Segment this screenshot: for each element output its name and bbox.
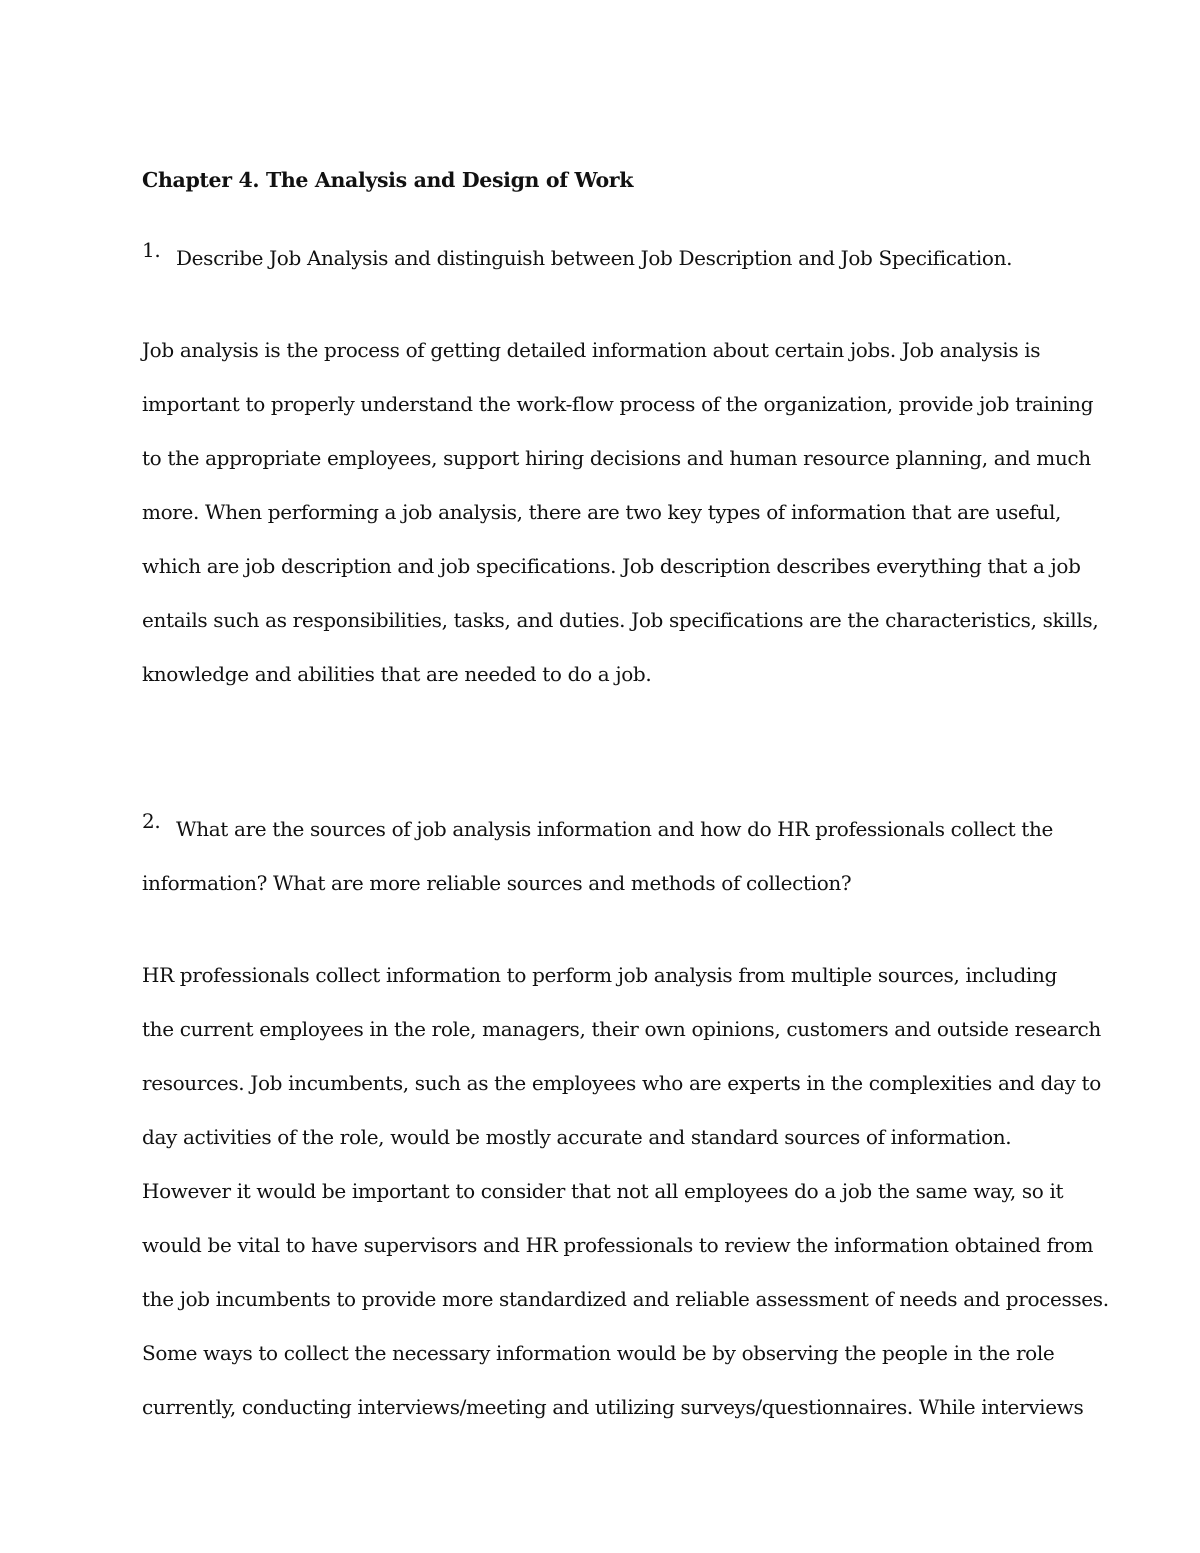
answer-line: Job analysis is the process of getting detailed information about certain jobs. Job analysis is (142, 338, 1041, 362)
question-line: Describe Job Analysis and distinguish between Job Description and Job Specification. (176, 246, 1013, 270)
answer-line: currently, conducting interviews/meeting and utilizing surveys/questionnaires. While interviews (142, 1395, 1084, 1419)
answer-line: day activities of the role, would be mostly accurate and standard sources of information. (142, 1125, 1012, 1149)
question-number: 1. (142, 238, 161, 262)
answer-line: However it would be important to consider that not all employees do a job the same way, so it (142, 1179, 1064, 1203)
answer-2 (142, 955, 1109, 1441)
answer-1 (142, 330, 1099, 708)
answer-line: Some ways to collect the necessary information would be by observing the people in the role (142, 1341, 1055, 1365)
answer-line: HR professionals collect information to perform job analysis from multiple sources, including (142, 963, 1057, 987)
answer-line: the current employees in the role, managers, their own opinions, customers and outside research (142, 1017, 1101, 1041)
question-2 (142, 809, 1062, 863)
answer-line: important to properly understand the work-flow process of the organization, provide job training (142, 392, 1094, 416)
answer-line: would be vital to have supervisors and HR professionals to review the information obtained from (142, 1233, 1094, 1257)
answer-line: resources. Job incumbents, such as the employees who are experts in the complexities and day to (142, 1071, 1101, 1095)
question-line: What are the sources of job analysis information and how do HR professionals collect the (176, 817, 1054, 841)
document-content (142, 160, 1109, 1441)
answer-line: which are job description and job specifications. Job description describes everything that a job (142, 554, 1081, 578)
question-1 (142, 238, 1062, 292)
question-line: information? What are more reliable sources and methods of collection? (142, 871, 852, 895)
page-title: Chapter 4. The Analysis and Design of Work (142, 168, 634, 192)
answer-line: more. When performing a job analysis, there are two key types of information that are useful, (142, 500, 1061, 524)
question-number: 2. (142, 809, 161, 833)
answer-line: entails such as responsibilities, tasks, and duties. Job specifications are the characteristics, skills, (142, 608, 1099, 632)
answer-line: to the appropriate employees, support hiring decisions and human resource planning, and much (142, 446, 1091, 470)
answer-line: the job incumbents to provide more standardized and reliable assessment of needs and processes. (142, 1287, 1109, 1311)
answer-line: knowledge and abilities that are needed to do a job. (142, 662, 652, 686)
question-2-continuation (142, 863, 1062, 917)
